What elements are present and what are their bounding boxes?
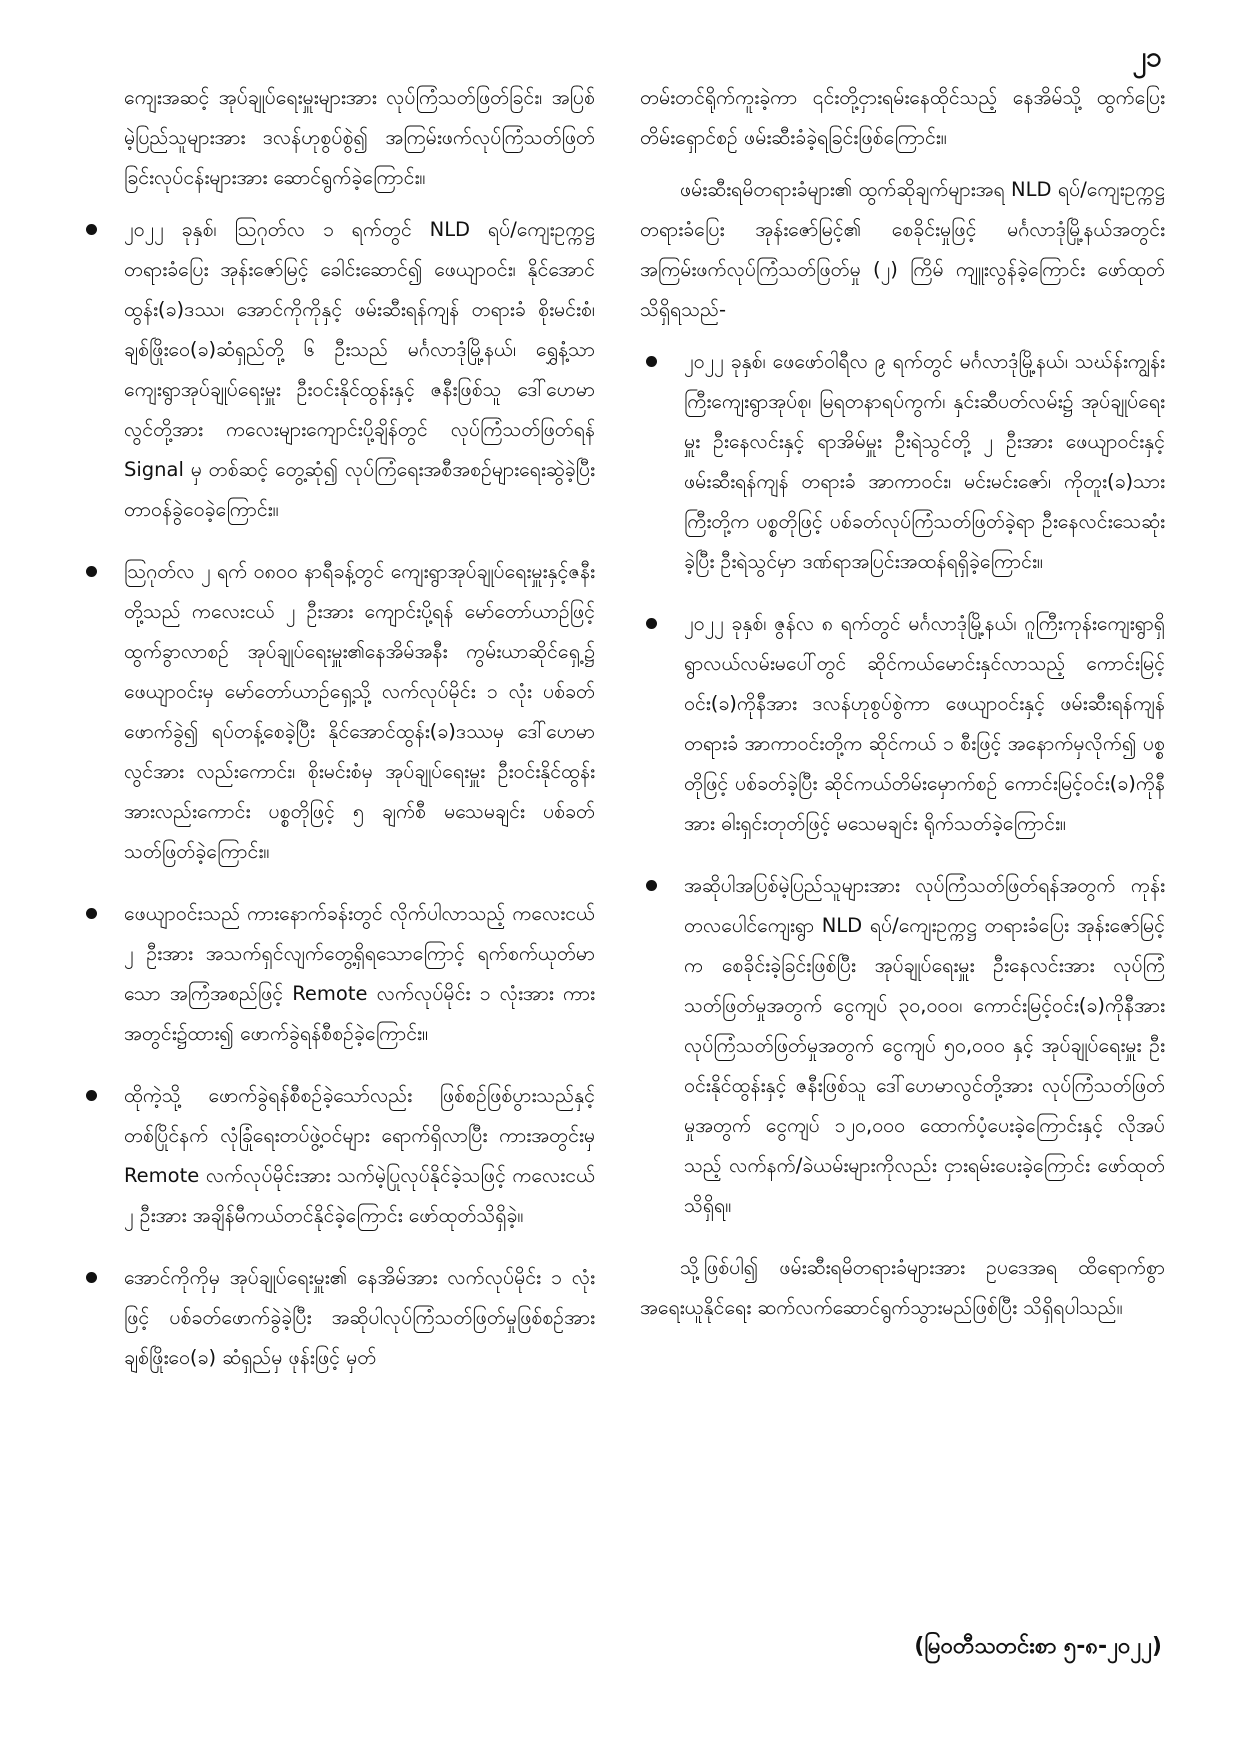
right-bullet-list (640, 342, 1165, 1226)
list-item (80, 210, 595, 530)
continuation-paragraph: တမ်းတင်ရိုက်ကူးခဲ့ကာ ၎င်းတို့ငှားရမ်းနေထိုင်သည့် နေအိမ်သို့ ထွက်ပြေးတိမ်းရှောင်စဉ် ဖမ်းဆီးခံခဲ့ရခြင်းဖြစ်ကြောင်း။ (640, 86, 1165, 149)
list-item (80, 1258, 595, 1378)
list-item-text: ဩဂုတ်လ ၂ ရက် ဝ၈၀၀ နာရီခန့်တွင် ကျေးရွာအုပ်ချုပ်ရေးမှူးနှင့်ဇနီးတို့သည် ကလေးငယ် ၂ ဦးအား ကျောင်းပို့ရန် မော်တော်ယာဉ်ဖြင့် ထွက်ခွာလာစဉ် အုပ်ချုပ်ရေးမှူး၏နေအိမ်အနီး ကွမ်းယာဆိုင်ရှေ့၌ ဖေယျာဝင်းမှ မော်တော်ယာဉ်ရှေ့သို့ လက်လုပ်မိုင်း ၁ လုံး ပစ်ခတ်ဖောက်ခွဲ၍ ရပ်တန့်စေခဲ့ပြီး နိုင်အောင်ထွန်း(ခ)ဒဿမှ ဒေါ်ဟေမာလွင်အား လည်းကောင်း၊ စိုးမင်းစံမှ အုပ်ချုပ်ရေးမှူး ဦးဝင်းနိုင်ထွန်းအားလည်းကောင်း ပစ္စတိုဖြင့် ၅ ချက်စီ မသေမချင်း ပစ်ခတ်သတ်ဖြတ်ခဲ့ကြောင်း။ (124, 560, 595, 863)
left-column (80, 78, 595, 1400)
list-item-text: ၂၀၂၂ ခုနှစ်၊ ဇွန်လ ၈ ရက်တွင် မင်္ဂလာဒုံမြို့နယ်၊ ဂူကြီးကုန်းကျေးရွာရှိ ရွာလယ်လမ်းမပေါ်တွင် ဆိုင်ကယ်မောင်းနှင်လာသည့် ကောင်းမြင့်ဝင်း(ခ)ကိုနီအား ဒလန်ဟုစွပ်စွဲကာ ဖေယျာဝင်းနှင့် ဖမ်းဆီးရန်ကျန် တရားခံ အာကာဝင်းတို့က ဆိုင်ကယ် ၁ စီးဖြင့် အနောက်မှလိုက်၍ ပစ္စတိုဖြင့် ပစ်ခတ်ခဲ့ပြီး ဆိုင်ကယ်တိမ်းမှောက်စဉ် ကောင်းမြင့်ဝင်း(ခ)ကိုနီအား ဓါးရှင်းတုတ်ဖြင့် မသေမချင်း ရိုက်သတ်ခဲ့ကြောင်း။ (684, 612, 1165, 835)
list-item-text: ထိုကဲ့သို့ ဖောက်ခွဲရန်စီစဉ်ခဲ့သော်လည်း ဖြစ်စဉ်ဖြစ်ပွားသည်နှင့်တစ်ပြိုင်နက် လုံခြုံရေးတပ်ဖွဲ့ဝင်များ ရောက်ရှိလာပြီး ကားအတွင်းမှ Remote လက်လုပ်မိုင်းအား သက်မဲ့ပြုလုပ်နိုင်ခဲ့သဖြင့် ကလေးငယ် ၂ ဦးအား အချိန်မီကယ်တင်နိုင်ခဲ့ကြောင်း ဖော်ထုတ်သိရှိခဲ့။ (124, 1084, 595, 1227)
closing-paragraph: သို့ဖြစ်ပါ၍ ဖမ်းဆီးရမိတရားခံများအား ဥပဒေအရ ထိရောက်စွာ အရေးယူနိုင်ရေး ဆက်လက်ဆောင်ရွက်သွားမည်ဖြစ်ပြီး သိရှိရပါသည်။ (640, 1256, 1165, 1319)
list-item (80, 552, 595, 872)
bullet-icon (86, 908, 97, 919)
lead-paragraph: ဖမ်းဆီးရမိတရားခံများ၏ ထွက်ဆိုချက်များအရ NLD ရပ်/ကျေးဥက္ကဋ္ဌ တရားခံပြေး အုန်းဇော်မြင့်၏ စေခိုင်းမှုဖြင့် မင်္ဂလာဒုံမြို့နယ်အတွင်း အကြမ်းဖက်လုပ်ကြံသတ်ဖြတ်မှု (၂) ကြိမ် ကျူးလွန်ခဲ့ကြောင်း ဖော်ထုတ်သိရှိရသည်- (640, 178, 1165, 321)
list-item-text: အဆိုပါအပြစ်မဲ့ပြည်သူများအား လုပ်ကြံသတ်ဖြတ်ရန်အတွက် ကုန်းတလပေါင်ကျေးရွာ NLD ရပ်/ကျေးဥက္ကဋ္ဌ တရားခံပြေး အုန်းဇော်မြင့်က စေခိုင်းခဲ့ခြင်းဖြစ်ပြီး အုပ်ချုပ်ရေးမှူး ဦးနေလင်းအား လုပ်ကြံသတ်ဖြတ်မှုအတွက် ငွေကျပ် ၃၀,၀၀၀၊ ကောင်းမြင့်ဝင်း(ခ)ကိုနီအား လုပ်ကြံသတ်ဖြတ်မှုအတွက် ငွေကျပ် ၅၀,၀၀၀ နှင့် အုပ်ချုပ်ရေးမှူး ဦးဝင်းနိုင်ထွန်းနှင့် ဇနီးဖြစ်သူ ဒေါ်ဟေမာလွင်တို့အား လုပ်ကြံသတ်ဖြတ်မှုအတွက် ငွေကျပ် ၁၂၀,၀၀၀ ထောက်ပံ့ပေးခဲ့ကြောင်းနှင့် လိုအပ်သည့် လက်နက်/ခဲယမ်းများကိုလည်း ငှားရမ်းပေးခဲ့ကြောင်း ဖော်ထုတ်သိရှိရ။ (684, 874, 1165, 1217)
right-column (640, 78, 1165, 1340)
bullet-icon (86, 566, 97, 577)
bullet-icon (646, 880, 657, 891)
list-item (640, 604, 1165, 844)
list-item-text: ဖေယျာဝင်းသည် ကားနောက်ခန်းတွင် လိုက်ပါလာသည့် ကလေးငယ် ၂ ဦးအား အသက်ရှင်လျက်တွေ့ရှိရသောကြောင့် ရက်စက်ယုတ်မာသော အကြံအစည်ဖြင့် Remote လက်လုပ်မိုင်း ၁ လုံးအား ကားအတွင်း၌ထား၍ ဖောက်ခွဲရန်စီစဉ်ခဲ့ကြောင်း။ (124, 902, 595, 1045)
bullet-icon (86, 1090, 97, 1101)
list-item (640, 342, 1165, 582)
bullet-icon (86, 224, 97, 235)
bullet-icon (86, 1272, 97, 1283)
page-number: ၂၁ (1132, 40, 1162, 73)
left-bullet-list (80, 210, 595, 1378)
intro-paragraph: ကျေးအဆင့် အုပ်ချုပ်ရေးမှူးများအား လုပ်ကြံသတ်ဖြတ်ခြင်း၊ အပြစ်မဲ့ပြည်သူများအား ဒလန်ဟုစွပ်စွဲ၍ အကြမ်းဖက်လုပ်ကြံသတ်ဖြတ်ခြင်းလုပ်ငန်းများအား ဆောင်ရွက်ခဲ့ကြောင်း။ (124, 86, 595, 189)
bullet-icon (646, 618, 657, 629)
list-item (80, 894, 595, 1054)
list-item (80, 1076, 595, 1236)
source-citation: (မြဝတီသတင်းစာ ၅-၈-၂၀၂၂) (914, 1634, 1162, 1659)
list-item-text: ၂၀၂၂ ခုနှစ်၊ ဖေဖော်ဝါရီလ ၉ ရက်တွင် မင်္ဂလာဒုံမြို့နယ်၊ သဃ်န်းကျွန်းကြီးကျေးရွာအုပ်စု၊ မြရတနာရပ်ကွက်၊ နှင်းဆီပတ်လမ်း၌ အုပ်ချုပ်ရေးမှူး ဦးနေလင်းနှင့် ရာအိမ်မှူး ဦးရဲသွင်တို့ ၂ ဦးအား ဖေယျာဝင်းနှင့် ဖမ်းဆီးရန်ကျန် တရားခံ အာကာဝင်း၊ မင်းမင်းဇော်၊ ကိုတူး(ခ)သားကြီးတို့က ပစ္စတိုဖြင့် ပစ်ခတ်လုပ်ကြံသတ်ဖြတ်ခဲ့ရာ ဦးနေလင်းသေဆုံးခဲ့ပြီး ဦးရဲသွင်မှာ ဒဏ်ရာအပြင်းအထန်ရရှိခဲ့ကြောင်း။ (684, 350, 1165, 573)
list-item (640, 866, 1165, 1226)
list-item-text: အောင်ကိုကိုမှ အုပ်ချုပ်ရေးမှူး၏ နေအိမ်အား လက်လုပ်မိုင်း ၁ လုံးဖြင့် ပစ်ခတ်ဖောက်ခွဲခဲ့ပြီး အဆိုပါလုပ်ကြံသတ်ဖြတ်မှုဖြစ်စဉ်အား ချစ်ဖြိုးဝေ(ခ) ဆံရှည်မှ ဖုန်းဖြင့် မှတ် (124, 1266, 595, 1369)
list-item-text: ၂၀၂၂ ခုနှစ်၊ ဩဂုတ်လ ၁ ရက်တွင် NLD ရပ်/ကျေးဥက္ကဋ္ဌ တရားခံပြေး အုန်းဇော်မြင့် ခေါင်းဆောင်၍ ဖေယျာဝင်း၊ နိုင်အောင်ထွန်း(ခ)ဒဿ၊ အောင်ကိုကိုနှင့် ဖမ်းဆီးရန်ကျန် တရားခံ စိုးမင်းစံ၊ ချစ်ဖြိုးဝေ(ခ)ဆံရှည်တို့ ၆ ဦးသည် မင်္ဂလာဒုံမြို့နယ်၊ ရွှေနံ့သာကျေးရွာအုပ်ချုပ်ရေးမှူး ဦးဝင်းနိုင်ထွန်းနှင့် ဇနီးဖြစ်သူ ဒေါ်ဟေမာလွင်တို့အား ကလေးများကျောင်းပို့ချိန်တွင် လုပ်ကြံသတ်ဖြတ်ရန် Signal မှ တစ်ဆင့် တွေ့ဆုံ၍ လုပ်ကြံရေးအစီအစဉ်များရေးဆွဲခဲ့ပြီး တာဝန်ခွဲဝေခဲ့ကြောင်း။ (124, 218, 595, 521)
bullet-icon (646, 356, 657, 367)
